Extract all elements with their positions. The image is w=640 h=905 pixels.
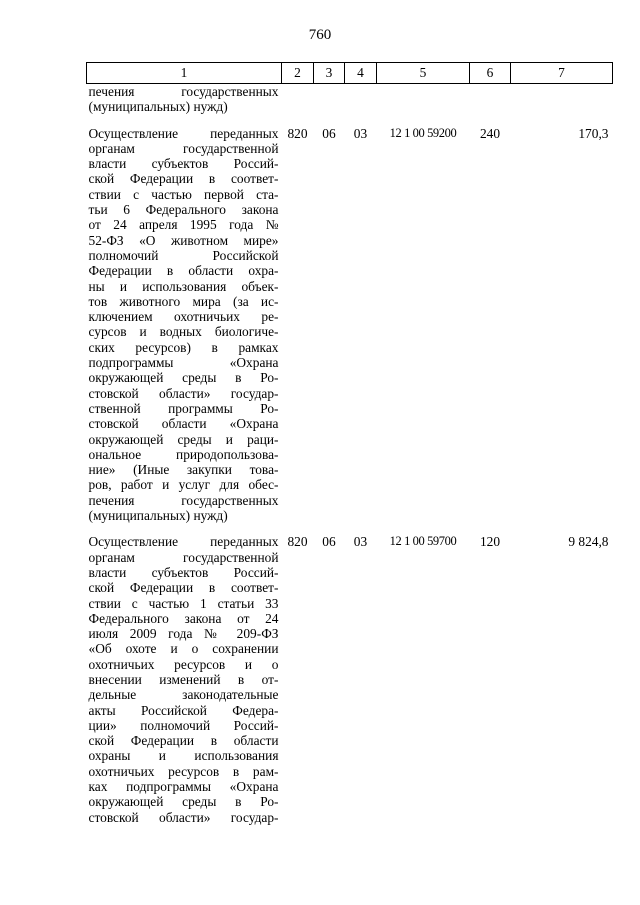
subsection-code: 03 xyxy=(353,125,368,141)
description-line: тьи 6 Федерального закона xyxy=(88,202,279,218)
subsection-code: 03 xyxy=(353,534,368,550)
description-line: печения государственных xyxy=(88,84,279,99)
description-line: власти субъектов Россий- xyxy=(88,156,279,172)
header-cell-3: 3 xyxy=(314,63,345,84)
header-cell-4: 4 xyxy=(345,63,377,84)
description-line: ции» полномочий Россий- xyxy=(88,717,279,733)
budget-table xyxy=(86,62,613,825)
description-line: ских ресурсов) в рамках xyxy=(88,339,279,355)
target-article-code xyxy=(377,84,470,115)
description-line: ской Федерации в соответ- xyxy=(88,171,279,187)
description-line: ние» (Иные закупки това- xyxy=(88,462,279,478)
description-line: акты Российской Федера- xyxy=(88,702,279,718)
header-cell-6: 6 xyxy=(470,63,511,84)
table-row xyxy=(87,115,613,524)
description-line: 52-ФЗ «О животном мире» xyxy=(88,232,279,248)
row-description xyxy=(87,115,282,524)
row-description xyxy=(87,84,282,115)
description-line: июля 2009 года № 209-ФЗ xyxy=(88,626,279,642)
description-line: внесении изменений в от- xyxy=(88,671,279,687)
description-line: органам государственной xyxy=(88,140,279,156)
header-cell-7: 7 xyxy=(511,63,613,84)
header-cell-5: 5 xyxy=(377,63,470,84)
description-line: ональное природопользова- xyxy=(88,446,279,462)
description-line: власти субъектов Россий- xyxy=(88,564,279,580)
description-line: охотничьих ресурсов и о xyxy=(88,656,279,672)
description-line: Федерального закона от 24 xyxy=(88,610,279,626)
ministry-code xyxy=(282,84,314,115)
description-line: «Об охоте и о сохранении xyxy=(88,641,279,657)
table-row xyxy=(87,84,613,115)
description-line: подпрограммы «Охрана xyxy=(88,355,279,371)
description-line: полномочий Российской xyxy=(88,247,279,263)
description-line: ров, работ и услуг для обес- xyxy=(88,477,279,493)
description-line: ках подпрограммы «Охрана xyxy=(88,779,279,795)
description-line: окружающей среды в Ро- xyxy=(88,794,279,810)
table-body xyxy=(87,84,613,825)
section-code xyxy=(314,84,345,115)
description-line: Осуществление переданных xyxy=(88,125,279,141)
description-line: (муниципальных) нужд) xyxy=(88,508,228,524)
ministry-code: 820 xyxy=(287,125,308,141)
description-line: ключением охотничьих ре- xyxy=(88,309,279,325)
page-number: 760 xyxy=(308,27,332,43)
description-line: тов животного мира (за ис- xyxy=(88,293,279,309)
header-cell-1: 1 xyxy=(87,63,282,84)
table-row xyxy=(87,523,613,825)
description-line: Осуществление переданных xyxy=(88,534,279,550)
description-line: от 24 апреля 1995 года № xyxy=(88,217,279,233)
description-line: ны и использования объек- xyxy=(88,278,279,294)
description-line: стовской области» государ- xyxy=(88,385,279,401)
expense-type-code: 120 xyxy=(479,534,501,550)
description-line: стовской области «Охрана xyxy=(88,416,279,432)
description-line: ственной программы Ро- xyxy=(88,400,279,416)
section-code: 06 xyxy=(322,534,336,550)
expense-type-code: 240 xyxy=(479,125,501,141)
description-line: (муниципальных) нужд) xyxy=(88,99,228,115)
description-line: охотничьих ресурсов в рам- xyxy=(88,763,279,779)
section-code: 06 xyxy=(322,125,336,141)
description-line: ствии с частью первой ста- xyxy=(88,186,279,202)
description-line: дельные законодательные xyxy=(88,687,279,703)
description-line: ской Федерации в соответ- xyxy=(88,580,279,596)
description-line: печения государственных xyxy=(88,492,279,508)
row-description xyxy=(87,523,282,825)
description-line: сурсов и водных биологиче- xyxy=(88,324,279,340)
amount xyxy=(511,84,613,115)
description-line: ской Федерации в области xyxy=(88,733,279,749)
amount: 9 824,8 xyxy=(568,534,609,550)
expense-type-code xyxy=(470,84,511,115)
header-cell-2: 2 xyxy=(282,63,314,84)
description-line: Федерации в области охра- xyxy=(88,263,279,279)
target-article-code: 12 1 00 59200 xyxy=(389,125,457,140)
table-header-row xyxy=(87,63,613,84)
description-line: органам государственной xyxy=(88,549,279,565)
description-line: окружающей среды и раци- xyxy=(88,431,279,447)
ministry-code: 820 xyxy=(287,534,308,550)
description-line: окружающей среды в Ро- xyxy=(88,370,279,386)
amount: 170,3 xyxy=(578,125,609,141)
target-article-code: 12 1 00 59700 xyxy=(389,534,457,549)
description-line: охраны и использования xyxy=(88,748,279,764)
subsection-code xyxy=(345,84,377,115)
description-line: ствии с частью 1 статьи 33 xyxy=(88,595,279,611)
description-line: стовской области» государ- xyxy=(88,809,279,825)
